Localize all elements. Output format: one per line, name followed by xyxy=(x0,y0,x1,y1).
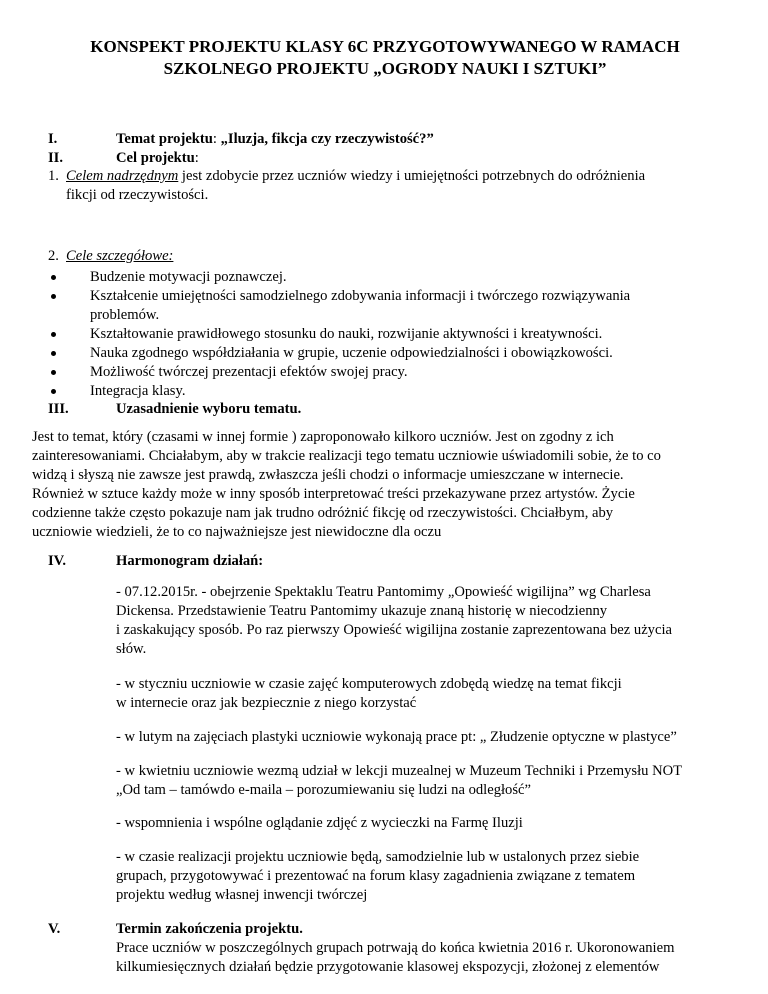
document-title xyxy=(40,36,730,80)
section-label: Harmonogram działań: xyxy=(116,553,264,569)
topic-value: „Iluzja, fikcja czy rzeczywistość?” xyxy=(220,131,434,147)
schedule-item xyxy=(116,762,746,800)
schedule-item xyxy=(116,583,746,659)
section-label: Cel projektu xyxy=(116,150,195,166)
list-item: Budzenie motywacji poznawczej. xyxy=(48,268,728,287)
specific-goals-heading xyxy=(48,247,738,266)
list-item: Możliwość twórczej prezentacji efektów swojej pracy. xyxy=(48,363,728,382)
paragraph-line: widzą i słyszą nie zawsze jest prawdą, zwłaszcza jeśli chodzi o informacje umieszczane w internecie. xyxy=(32,467,624,483)
list-number: 1. xyxy=(48,168,59,184)
schedule-line: - wspomnienia i wspólne oglądanie zdjęć z wycieczki na Farmę Iluzji xyxy=(116,815,523,831)
schedule-line: Dickensa. Przedstawienie Teatru Pantomimy ukazuje znaną historię w niecodzienny xyxy=(116,603,608,619)
schedule-item xyxy=(116,814,746,833)
schedule-line: „Od tam – tamówdo e-maila – porozumiewaniu się ludzi na odległość” xyxy=(116,782,531,798)
specific-goals-label: Cele szczegółowe: xyxy=(66,248,174,264)
section-number: IV. xyxy=(48,553,66,569)
section-number: V. xyxy=(48,921,61,937)
justification-paragraph xyxy=(32,428,752,542)
list-item: Nauka zgodnego współdziałania w grupie, uczenie odpowiedzialności i obowiązkowości. xyxy=(48,344,728,363)
schedule-line: - w kwietniu uczniowie wezmą udział w lekcji muzealnej w Muzeum Techniki i Przemysłu NOT xyxy=(116,763,683,779)
paragraph-line: Jest to temat, który (czasami w innej formie ) zaproponowało kilkoro uczniów. Jest on zgodny z ich xyxy=(32,429,614,445)
section-justification-heading xyxy=(48,400,738,419)
schedule-line: - w lutym na zajęciach plastyki uczniowie wykonają prace pt: „ Złudzenie optyczne w plastyce” xyxy=(116,729,677,745)
end-date-line: Prace uczniów w poszczególnych grupach potrwają do końca kwietnia 2016 r. Ukoronowaniem xyxy=(116,940,675,956)
main-goal-text-2: fikcji od rzeczywistości. xyxy=(66,187,209,203)
section-end-date xyxy=(48,920,748,977)
section-goal xyxy=(48,149,738,168)
section-colon: : xyxy=(194,150,199,166)
schedule-line: - w styczniu uczniowie w czasie zajęć komputerowych zdobędą wiedzę na temat fikcji xyxy=(116,676,622,692)
main-goal xyxy=(48,167,748,205)
schedule-item xyxy=(116,848,746,905)
schedule-line: - 07.12.2015r. - obejrzenie Spektaklu Teatru Pantomimy „Opowieść wigilijna” wg Charlesa xyxy=(116,584,651,600)
paragraph-line: uczniowie wiedzieli, że to co najważniejsze jest niewidoczne dla oczu xyxy=(32,524,442,540)
paragraph-line: Również w sztuce każdy może w inny sposób interpretować treści przekazywane przez artystów. Życie xyxy=(32,486,635,502)
section-label: Temat projektu xyxy=(116,131,213,147)
paragraph-line: zainteresowaniami. Chciałabym, aby w trakcie realizacji tego tematu uczniowie uświadomili sobie, że to co xyxy=(32,448,661,464)
schedule-line: - w czasie realizacji projektu uczniowie będą, samodzielnie lub w ustalonych przez siebie xyxy=(116,849,640,865)
schedule-line: w internecie oraz jak bezpiecznie z niego korzystać xyxy=(116,695,417,711)
section-schedule-heading xyxy=(48,552,738,571)
paragraph-line: codzienne także często pokazuje nam jak trudno odróżnić fikcję od rzeczywistości. Chciałbym, aby xyxy=(32,505,614,521)
schedule-line: i zaskakujący sposób. Po raz pierwszy Opowieść wigilijna zostanie zaprezentowana bez użycia xyxy=(116,622,672,638)
schedule-line: projektu według własnej inwencji twórczej xyxy=(116,887,368,903)
list-item: Integracja klasy. xyxy=(48,382,728,401)
schedule-item xyxy=(116,675,746,713)
main-goal-text-1: jest zdobycie przez uczniów wiedzy i umiejętności potrzebnych do odróżnienia xyxy=(178,168,646,184)
section-colon: : xyxy=(212,131,221,147)
list-item: Kształtowanie prawidłowego stosunku do nauki, rozwijanie aktywności i kreatywności. xyxy=(48,325,728,344)
section-topic xyxy=(48,130,738,149)
list-item-continuation: problemów. xyxy=(90,307,160,323)
list-number: 2. xyxy=(48,248,59,264)
end-date-line: kilkumiesięcznych działań będzie przygotowanie klasowej ekspozycji, złożonej z elementów xyxy=(116,959,660,975)
specific-goals-list xyxy=(48,268,728,401)
section-number: III. xyxy=(48,401,69,417)
section-label: Termin zakończenia projektu. xyxy=(116,921,303,937)
title-line-1: KONSPEKT PROJEKTU KLASY 6C PRZYGOTOWYWANEGO W RAMACH xyxy=(90,37,680,56)
main-goal-emphasis: Celem nadrzędnym xyxy=(66,168,179,184)
schedule-line: słów. xyxy=(116,641,147,657)
section-number: II. xyxy=(48,150,64,166)
title-line-2: SZKOLNEGO PROJEKTU „OGRODY NAUKI I SZTUKI” xyxy=(163,59,607,78)
schedule-line: grupach, przygotowywać i prezentować na forum klasy zagadnienia związane z tematem xyxy=(116,868,636,884)
schedule-item xyxy=(116,728,746,747)
list-item: Kształcenie umiejętności samodzielnego zdobywania informacji i twórczego rozwiązywania xyxy=(48,287,728,306)
section-number: I. xyxy=(48,131,58,147)
section-label: Uzasadnienie wyboru tematu. xyxy=(116,401,302,417)
